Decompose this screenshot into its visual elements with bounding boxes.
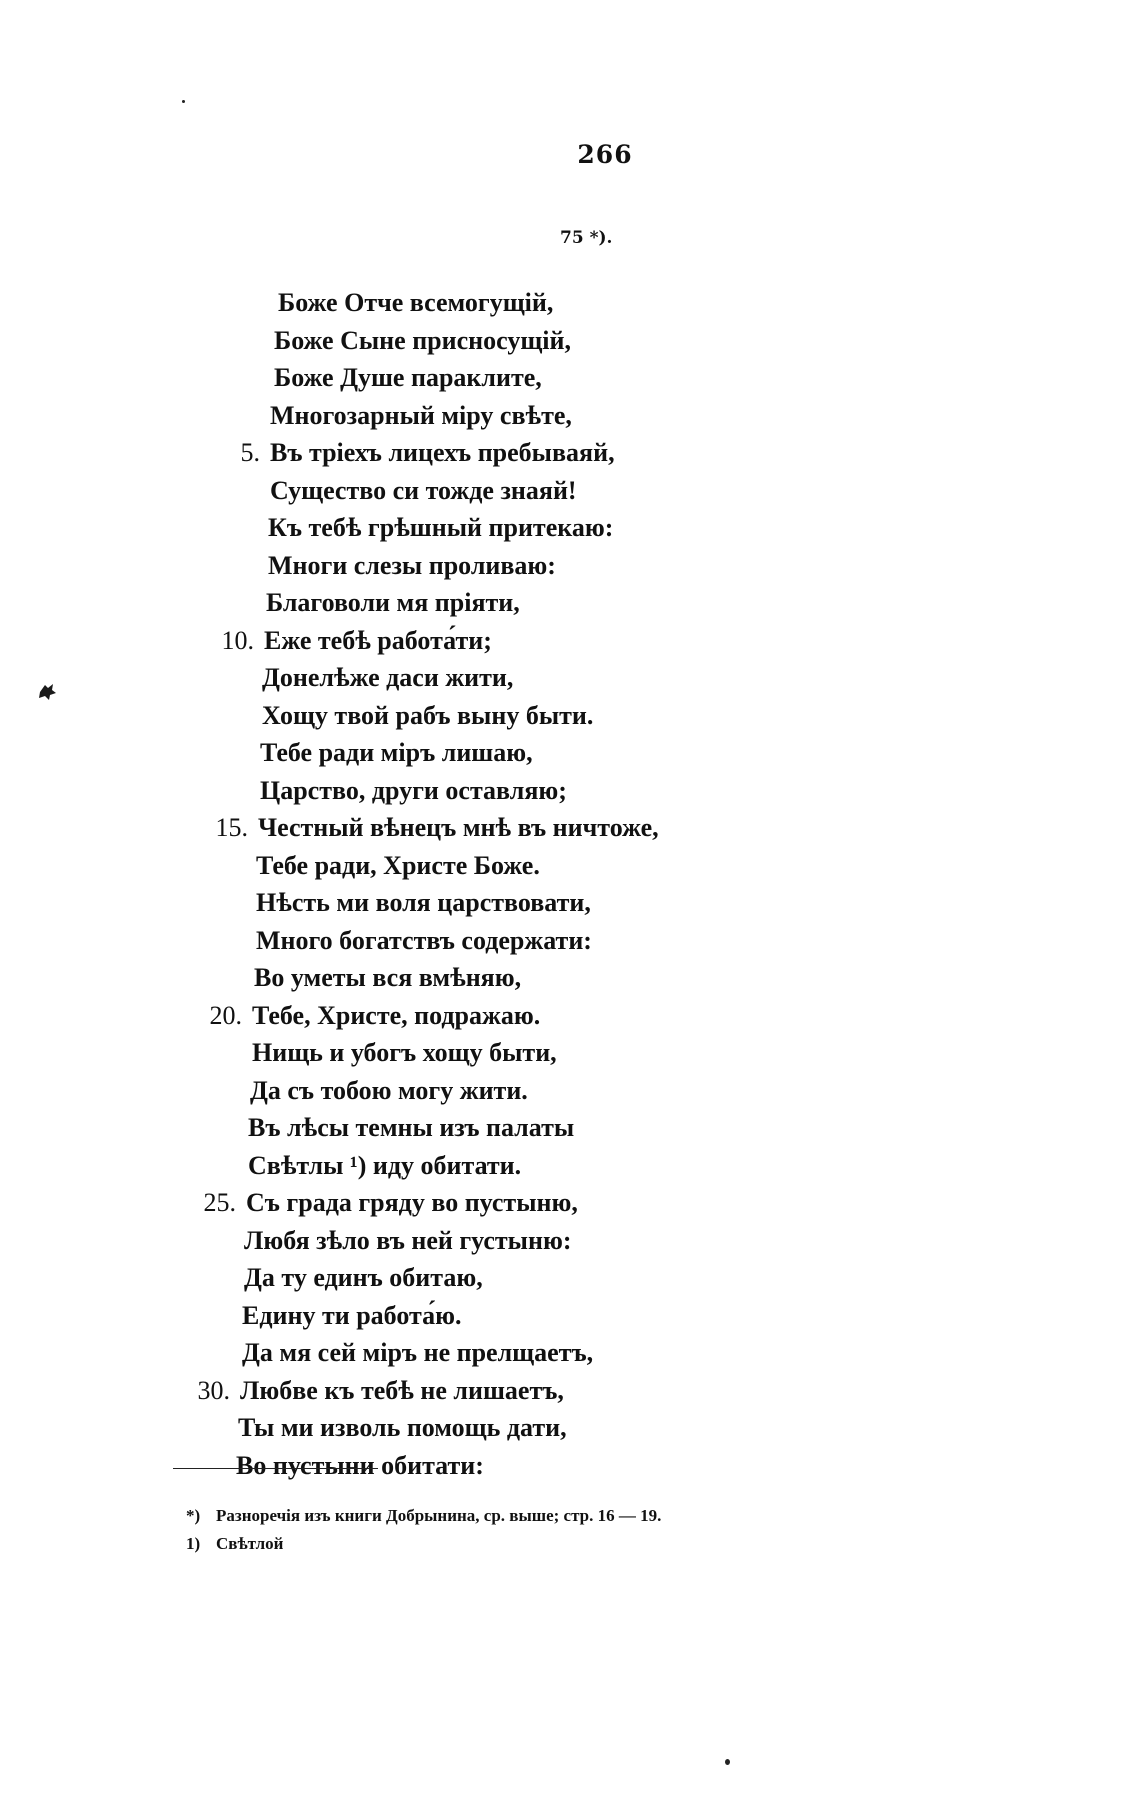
scan-speck bbox=[725, 1759, 730, 1765]
line-text: Ты ми изволь помощь дати, bbox=[238, 1413, 567, 1442]
line-number: 25. bbox=[203, 1188, 236, 1217]
footnote-mark: *) bbox=[186, 1506, 201, 1525]
poem-line bbox=[170, 884, 730, 922]
line-text: Благоволи мя пріяти, bbox=[266, 588, 520, 617]
ink-blot-icon bbox=[37, 683, 57, 701]
footnote-text: Свѣтлой bbox=[216, 1534, 284, 1553]
line-text: Любя зѣло въ ней густыню: bbox=[244, 1225, 572, 1255]
poem-line bbox=[170, 697, 730, 735]
poem-line bbox=[170, 397, 730, 435]
line-text: Честный вѣнецъ мнѣ въ ничтоже, bbox=[258, 813, 659, 842]
poem-line bbox=[170, 1409, 730, 1447]
poem-line bbox=[170, 1297, 730, 1335]
footnote bbox=[186, 1502, 886, 1530]
poem-text bbox=[170, 284, 730, 1484]
poem-line bbox=[170, 1259, 730, 1297]
poem-line bbox=[170, 322, 730, 360]
poem-number: 75 *). bbox=[560, 228, 613, 248]
line-text: Во уметы вся вмѣняю, bbox=[254, 963, 522, 992]
poem-line bbox=[170, 1184, 730, 1222]
line-text: Въ тріехъ лицехъ пребываяй, bbox=[270, 438, 615, 467]
poem-line bbox=[170, 1222, 730, 1260]
line-text: Любве къ тебѣ не лишаетъ, bbox=[240, 1375, 564, 1405]
line-text: Боже Душе параклите, bbox=[274, 363, 542, 392]
line-number: 20. bbox=[209, 1000, 242, 1030]
footnote-text: Разноречія изъ книги Добрынина, ср. выше; стр. 16 — 19. bbox=[216, 1506, 662, 1525]
line-text: Во пустыни обитати: bbox=[236, 1450, 484, 1480]
poem-line bbox=[170, 772, 730, 810]
line-text: Тебе ради, Христе Боже. bbox=[256, 850, 540, 880]
footnote bbox=[186, 1530, 886, 1558]
poem-line bbox=[170, 922, 730, 960]
poem-line bbox=[170, 1034, 730, 1072]
line-text: Тебе, Христе, подражаю. bbox=[252, 1000, 541, 1030]
poem-line bbox=[170, 847, 730, 885]
line-text: Царство, други оставляю; bbox=[260, 775, 567, 805]
line-text: Боже Сыне присносущій, bbox=[274, 325, 571, 355]
footnotes bbox=[186, 1502, 886, 1558]
line-text: Хощу твой рабъ выну быти. bbox=[262, 700, 594, 730]
poem-line bbox=[170, 809, 730, 847]
footnote-divider bbox=[173, 1468, 378, 1469]
line-number: 10. bbox=[221, 625, 254, 655]
line-number: 5. bbox=[240, 438, 260, 467]
poem-line bbox=[170, 1147, 730, 1185]
line-text: Тебе ради міръ лишаю, bbox=[260, 738, 533, 767]
line-text: Донелѣже даси жити, bbox=[262, 663, 514, 692]
line-text: Существо си тожде знаяй! bbox=[270, 475, 577, 505]
line-text: Нѣсть ми воля царствовати, bbox=[256, 888, 591, 917]
poem-line bbox=[170, 997, 730, 1035]
line-text: Еже тебѣ работа́ти; bbox=[264, 625, 492, 655]
line-text: Боже Отче всемогущій, bbox=[278, 288, 554, 317]
poem-line bbox=[170, 284, 730, 322]
poem-line bbox=[170, 584, 730, 622]
line-text: Съ града гряду во пустыню, bbox=[246, 1188, 578, 1217]
line-text: Много богатствъ содержати: bbox=[256, 925, 592, 955]
poem-line bbox=[170, 659, 730, 697]
line-text: Да мя сей міръ не прелщаетъ, bbox=[242, 1338, 594, 1367]
line-text: Свѣтлы ¹) иду обитати. bbox=[248, 1150, 522, 1180]
poem-line bbox=[170, 1447, 730, 1485]
poem-line bbox=[170, 434, 730, 472]
scan-speck bbox=[182, 100, 185, 103]
poem-line bbox=[170, 509, 730, 547]
line-text: Едину ти работа́ю. bbox=[242, 1300, 462, 1330]
line-number: 15. bbox=[215, 813, 248, 842]
poem-line bbox=[170, 1072, 730, 1110]
poem-line bbox=[170, 472, 730, 510]
line-text: Къ тебѣ грѣшный притекаю: bbox=[268, 513, 614, 542]
line-text: Въ лѣсы темны изъ палаты bbox=[248, 1113, 575, 1142]
line-number: 30. bbox=[197, 1375, 230, 1405]
line-text: Да ту единъ обитаю, bbox=[244, 1263, 483, 1292]
poem-line bbox=[170, 959, 730, 997]
poem-line bbox=[170, 734, 730, 772]
line-text: Нищь и убогъ хощу быти, bbox=[252, 1038, 557, 1067]
line-text: Да съ тобою могу жити. bbox=[250, 1075, 528, 1105]
poem-line bbox=[170, 622, 730, 660]
poem-line bbox=[170, 359, 730, 397]
poem-line bbox=[170, 1109, 730, 1147]
page-number: 266 bbox=[577, 140, 633, 169]
poem-line bbox=[170, 1334, 730, 1372]
footnote-mark: 1) bbox=[186, 1534, 201, 1553]
line-text: Многи слезы проливаю: bbox=[268, 550, 556, 580]
line-text: Многозарный міру свѣте, bbox=[270, 400, 572, 430]
poem-line bbox=[170, 1372, 730, 1410]
poem-line bbox=[170, 547, 730, 585]
